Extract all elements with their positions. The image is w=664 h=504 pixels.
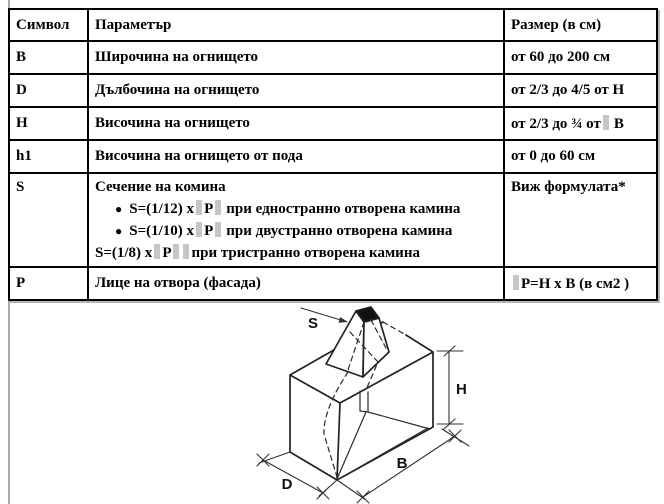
- parameters-table: [8, 8, 658, 301]
- highlight-mark: [196, 222, 202, 237]
- row-h1-symbol: h1: [9, 140, 88, 173]
- label-section-s: S: [307, 315, 319, 332]
- formula-post: при тристранно отворена камина: [191, 245, 420, 261]
- highlight-mark: [183, 244, 189, 259]
- formula-variable: P: [204, 201, 214, 217]
- row-p-parameter: Лице на отвора (фасада): [88, 267, 504, 300]
- highlight-mark: [173, 244, 179, 259]
- row-b-size: от 60 до 200 см: [504, 41, 657, 74]
- row-h1-size: от 0 до 60 см: [504, 140, 657, 173]
- row-h-size: [504, 107, 657, 140]
- table-row: [9, 173, 657, 267]
- formula-line-1: [95, 198, 497, 220]
- row-d-size: от 2/3 до 4/5 от H: [504, 74, 657, 107]
- s-arrowhead-icon: [339, 317, 349, 323]
- d-dimension: [257, 452, 337, 499]
- row-p-size: [504, 267, 657, 300]
- col-header-size: Размер (в см): [504, 9, 657, 41]
- row-b-symbol: B: [9, 41, 88, 74]
- fireplace-diagram: [245, 298, 495, 504]
- table-row: [9, 107, 657, 140]
- formula-line-3: [95, 242, 497, 264]
- table-row: [9, 74, 657, 107]
- size-text: от 2/3 до ¾ от: [511, 115, 601, 132]
- table-header-row: [9, 9, 657, 41]
- table-row: [9, 41, 657, 74]
- col-header-parameter: Параметър: [88, 9, 504, 41]
- row-d-parameter: Дълбочина на огнището: [88, 74, 504, 107]
- highlight-mark: [215, 200, 221, 215]
- formula-line-2: [95, 220, 497, 242]
- highlight-mark: [603, 115, 609, 130]
- row-d-symbol: D: [9, 74, 88, 107]
- highlight-mark: [196, 200, 202, 215]
- table-row: [9, 140, 657, 173]
- label-depth-d: D: [281, 476, 293, 493]
- row-s-symbol: S: [9, 173, 88, 267]
- size-variable: B: [613, 115, 624, 132]
- row-h-symbol: H: [9, 107, 88, 140]
- formula-pre: S=(1/12) x: [129, 201, 195, 217]
- chimney-section-title: Сечение на комина: [95, 179, 226, 195]
- formula-variable: P: [162, 245, 172, 261]
- label-height-h: H: [456, 381, 467, 398]
- formula-pre: S=(1/8) x: [95, 245, 153, 261]
- size-text: P=H x B (в см2 ): [521, 275, 630, 292]
- highlight-mark: [154, 244, 160, 259]
- bullet-icon: ●: [115, 202, 123, 216]
- highlight-mark: [513, 275, 519, 290]
- highlight-mark: [215, 222, 221, 237]
- firebox-interior: [337, 391, 430, 480]
- formula-variable: P: [204, 223, 214, 239]
- col-header-symbol: Символ: [9, 9, 88, 41]
- formula-post: при едностранно отворена камина: [226, 201, 461, 217]
- bullet-icon: ●: [115, 224, 123, 238]
- row-p-symbol: P: [9, 267, 88, 300]
- row-s-size: Виж формулата*: [504, 173, 657, 267]
- row-h1-parameter: Височина на огнището от пода: [88, 140, 504, 173]
- label-width-b: B: [396, 455, 408, 472]
- row-b-parameter: Широчина на огнището: [88, 41, 504, 74]
- formula-pre: S=(1/10) x: [129, 223, 195, 239]
- table-row: [9, 267, 657, 300]
- formula-post: при двустранно отворена камина: [226, 223, 453, 239]
- row-s-parameter: [88, 173, 504, 267]
- row-h-parameter: Височина на огнището: [88, 107, 504, 140]
